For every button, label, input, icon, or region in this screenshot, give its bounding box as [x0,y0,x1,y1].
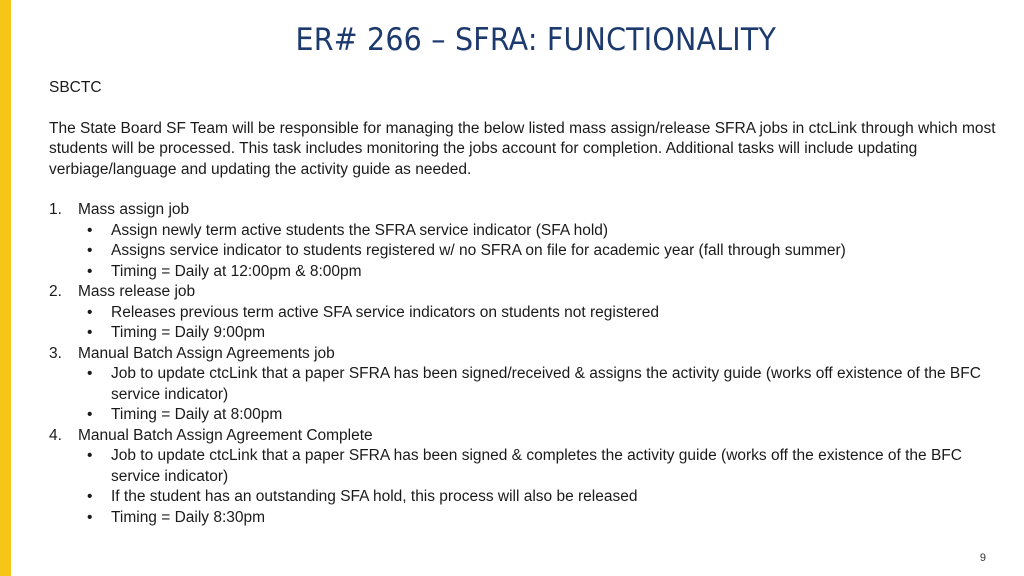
bullet-icon: • [87,242,93,259]
job-number: 4. [49,426,62,444]
job-detail [78,446,999,487]
job-detail [78,262,999,283]
bullet-icon: • [87,447,93,464]
job-detail-text: Releases previous term active SFA service indicators on students not registered [111,303,659,321]
org-label: SBCTC [49,79,102,96]
slide-content [49,78,999,528]
slide-title: ER# 266 – SFRA: FUNCTIONALITY [295,22,777,58]
accent-bar [0,0,11,576]
job-detail-text: Job to update ctcLink that a paper SFRA has been signed & completes the activity guide (works off the existence of the BFC service indicator) [111,447,962,485]
bullet-icon: • [87,221,93,239]
job-title: Manual Batch Assign Agreement Complete [78,426,373,444]
job-detail-text: Assigns service indicator to students registered w/ no SFRA on file for academic year (fall through summer) [111,242,846,259]
job-item [49,426,999,529]
job-detail-list [78,303,999,344]
job-detail-list [78,446,999,528]
job-detail [78,303,999,324]
job-title: Manual Batch Assign Agreements job [78,344,335,362]
job-number: 1. [49,201,62,218]
job-title: Mass assign job [78,201,190,218]
job-list [49,200,999,528]
job-title: Mass release job [78,283,196,300]
bullet-icon: • [87,303,93,321]
job-detail [78,323,999,344]
job-detail [78,241,999,262]
bullet-icon: • [87,324,93,341]
job-detail-list [78,221,999,283]
job-detail [78,364,999,405]
job-detail [78,221,999,242]
job-number: 3. [49,344,62,362]
job-detail [78,508,999,529]
job-detail-text: Assign newly term active students the SFRA service indicator (SFA hold) [111,221,609,239]
job-item [49,344,999,426]
job-detail-list [78,364,999,426]
job-item [49,282,999,344]
job-item [49,200,999,282]
job-detail-text: Timing = Daily at 12:00pm & 8:00pm [111,262,362,280]
bullet-icon: • [87,365,93,382]
page-number: 9 [979,552,986,564]
job-detail [78,487,999,508]
bullet-icon: • [87,262,93,280]
bullet-icon: • [87,488,93,505]
job-detail [78,405,999,426]
job-detail-text: Job to update ctcLink that a paper SFRA has been signed/received & assigns the activity guide (works off existence of the BFC service indicator) [111,365,981,403]
job-detail-text: Timing = Daily 8:30pm [111,508,266,526]
bullet-icon: • [87,508,93,526]
bullet-icon: • [87,406,93,423]
intro-paragraph: The State Board SF Team will be responsible for managing the below listed mass assign/release SFRA jobs in ctcLink through which most students will be processed. This task includes monitoring the jobs account for completion. Additional tasks will include updating verbiage/language and updating the activity guide as needed. [49,119,996,178]
job-detail-text: Timing = Daily at 8:00pm [111,406,283,423]
job-detail-text: Timing = Daily 9:00pm [111,324,266,341]
job-detail-text: If the student has an outstanding SFA hold, this process will also be released [111,488,638,505]
job-number: 2. [49,283,62,300]
